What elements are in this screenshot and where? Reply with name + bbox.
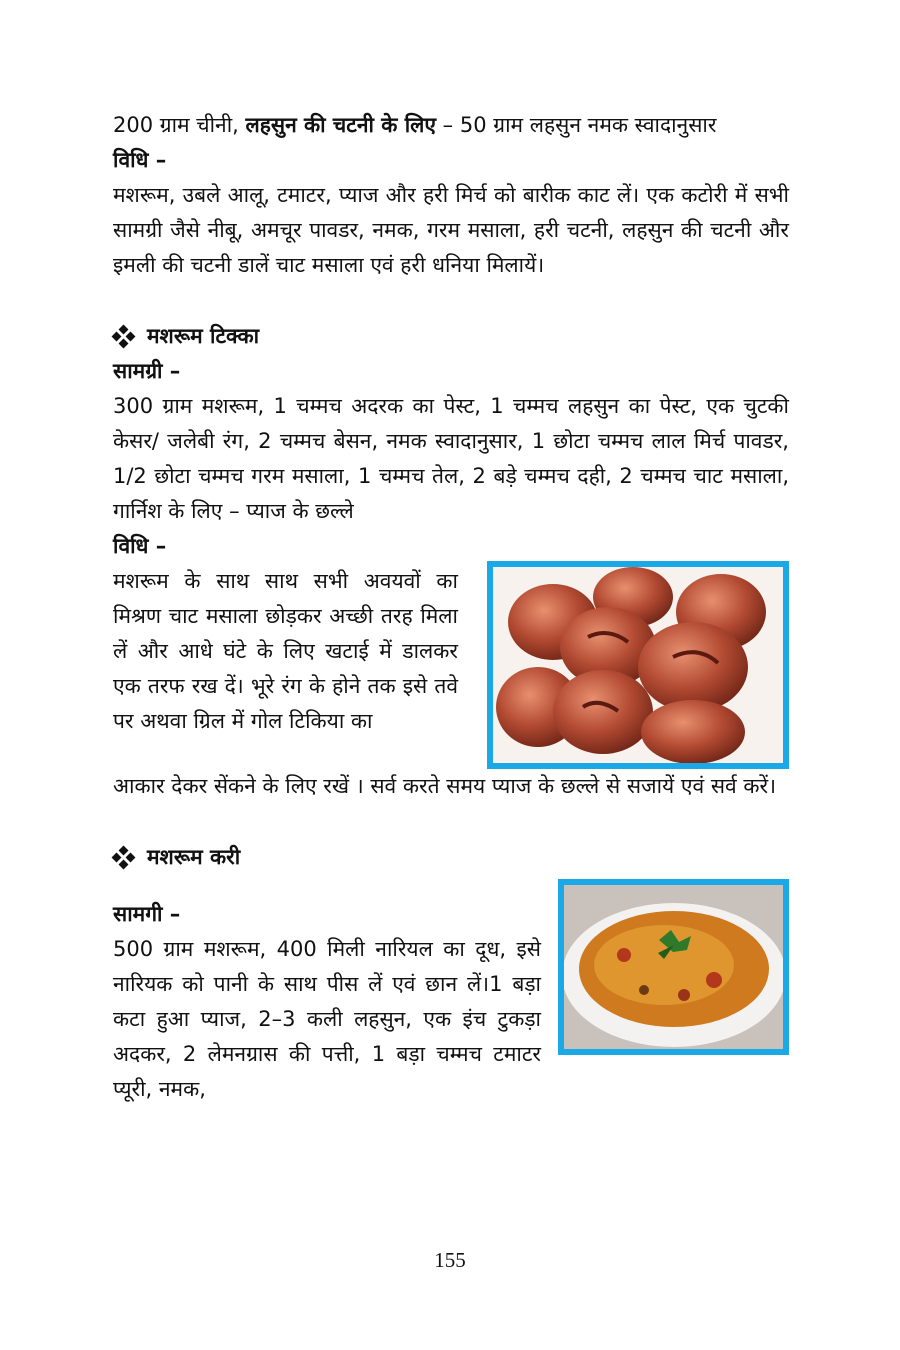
page-content	[113, 108, 789, 1107]
curry-ingredients-heading: सामगी –	[113, 902, 181, 926]
spacer	[113, 875, 541, 897]
method-heading: विधि –	[113, 148, 167, 172]
mushroom-curry-image	[564, 885, 783, 1049]
tikka-ingredients-heading: सामग्री –	[113, 359, 181, 383]
curry-section-title	[113, 840, 789, 875]
spacer	[113, 283, 789, 319]
tikka-method-continued: आकार देकर सेंकने के लिए रखें । सर्व करते समय प्याज के छल्ले से सजायें एवं सर्व करें।	[113, 774, 777, 798]
curry-title-text: मशरूम करी	[147, 845, 241, 869]
intro-text-end: – 50 ग्राम लहसुन नमक स्वादानुसार	[435, 113, 717, 137]
intro-text-start: 200 ग्राम चीनी,	[113, 113, 246, 137]
curry-ingredients-block	[113, 875, 541, 1107]
spacer	[113, 804, 789, 840]
curry-ingredients-paragraph: 500 ग्राम मशरूम, 400 मिली नारियल का दूध, इसे नारियक को पानी के साथ पीस लें एवं छान लें।1 बड़ा कटा हुआ प्याज, 2–3 कली लहसुन, एक इंच टुकड़ा अदकर, 2 लेमनग्रास की पत्ती, 1 बड़ा चम्मच टमाटर प्यूरी, नमक,	[113, 937, 541, 1101]
method-paragraph: मशरूम, उबले आलू, टमाटर, प्याज और हरी मिर्च को बारीक काट लें। एक कटोरी में सभी सामग्री जैसे नीबू, अमचूर पावडर, नमक, गरम मसाला, हरी चटनी, लहसुन की चटनी और इमली की चटनी डालें चाट मसाला एवं हरी धनिया मिलायें।	[113, 183, 789, 277]
four-diamond-bullet-icon	[113, 847, 135, 869]
four-diamond-bullet-icon	[113, 326, 135, 348]
intro-paragraph	[113, 108, 789, 143]
tikka-method-heading: विधि –	[113, 534, 167, 558]
tikka-title-text: मशरूम टिक्का	[147, 324, 260, 348]
page-number: 155	[434, 1248, 466, 1272]
mushroom-tikka-image	[493, 567, 783, 763]
tikka-method-row	[113, 564, 789, 769]
tikka-method-paragraph: मशरूम के साथ साथ सभी अवयवों का मिश्रण चाट मसाला छोड़कर अच्छी तरह मिला लें और आधे घंटे के लिए खटाई में डालकर एक तरफ रख दें। भूरे रंग के होने तक इसे तवे पर अथवा ग्रिल में गोल टिकिया का	[113, 569, 458, 733]
curry-row	[113, 875, 789, 1107]
tikka-ingredients-paragraph: 300 ग्राम मशरूम, 1 चम्मच अदरक का पेस्ट, 1 चम्मच लहसुन का पेस्ट, एक चुटकी केसर/ जलेबी रंग, 2 चम्मच बेसन, नमक स्वादानुसार, 1 छोटा चम्मच लाल मिर्च पावडर, 1/2 छोटा चम्मच गरम मसाला, 1 चम्मच तेल, 2 बड़े चम्मच दही, 2 चम्मच चाट मसाला, गार्निश के लिए – प्याज के छल्ले	[113, 394, 789, 523]
mushroom-curry-photo	[558, 879, 789, 1055]
tikka-section-title	[113, 319, 789, 354]
mushroom-tikka-photo	[487, 561, 789, 769]
garlic-chutney-label: लहसुन की चटनी के लिए	[245, 113, 436, 137]
